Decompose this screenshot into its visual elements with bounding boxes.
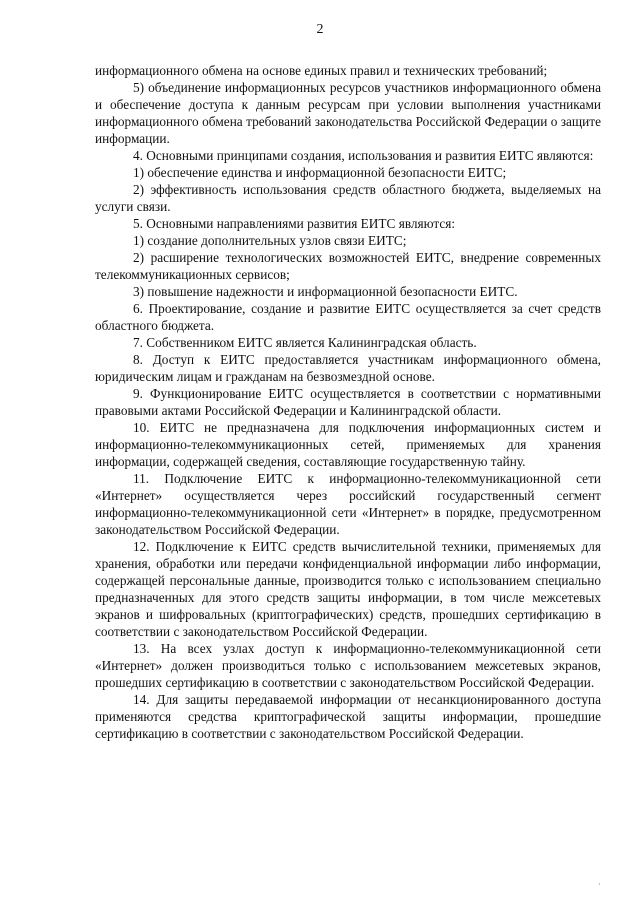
paragraph: 5. Основными направлениями развития ЕИТС являются:: [133, 216, 456, 231]
paragraph: 10. ЕИТС не предназначена для подключения информационных систем и информационно-телекоммуникационных сетей, применяемых для хранения информации, содержащей сведения, составляющие государственную тайну.: [95, 420, 601, 469]
paragraph: информационного обмена на основе единых правил и технических требований;: [95, 63, 548, 78]
document-body: [95, 62, 601, 742]
paragraph: 13. На всех узлах доступ к информационно-телекоммуникационной сети «Интернет» должен производиться только с использованием межсетевых экранов, прошедших сертификацию в соответствии с законодательством Российской Федерации.: [95, 641, 601, 690]
paragraph: 12. Подключение к ЕИТС средств вычислительной техники, применяемых для хранения, обработки или передачи конфиденциальной информации либо информации, содержащей персональные данные, производится только с использованием специально предназначенных для этого средств защиты информации, в том числе межсетевых экранов и шифровальных (криптографических) средств, прошедших сертификацию в соответствии с законодательством Российской Федерации.: [95, 539, 601, 639]
paragraph: 3) повышение надежности и информационной безопасности ЕИТС.: [133, 284, 518, 299]
paragraph: 1) создание дополнительных узлов связи ЕИТС;: [133, 233, 407, 248]
corner-mark: ·: [598, 880, 601, 889]
paragraph: 5) объединение информационных ресурсов участников информационного обмена и обеспечение доступа к данным ресурсам при условии выполнения участниками информационного обмена требований законодательства Российской Федерации о защите информации.: [95, 80, 601, 146]
paragraph: 8. Доступ к ЕИТС предоставляется участникам информационного обмена, юридическим лицам и гражданам на безвозмездной основе.: [95, 352, 601, 384]
paragraph: 9. Функционирование ЕИТС осуществляется в соответствии с нормативными правовыми актами Российской Федерации и Калининградской области.: [95, 386, 601, 418]
page-number: 2: [316, 22, 324, 37]
paragraph: 2) расширение технологических возможностей ЕИТС, внедрение современных телекоммуникационных сервисов;: [95, 250, 601, 282]
paragraph: 2) эффективность использования средств областного бюджета, выделяемых на услуги связи.: [95, 182, 601, 214]
paragraph: 7. Собственником ЕИТС является Калининградская область.: [133, 335, 477, 350]
paragraph: 1) обеспечение единства и информационной безопасности ЕИТС;: [133, 165, 507, 180]
paragraph: 4. Основными принципами создания, использования и развития ЕИТС являются:: [133, 148, 594, 163]
paragraph: 6. Проектирование, создание и развитие ЕИТС осуществляется за счет средств областного бюджета.: [95, 301, 601, 333]
paragraph: 11. Подключение ЕИТС к информационно-телекоммуникационной сети «Интернет» осуществляется через российский государственный сегмент информационно-телекоммуникационной сети «Интернет» в порядке, предусмотренном законодательством Российской Федерации.: [95, 471, 601, 537]
paragraph: 14. Для защиты передаваемой информации от несанкционированного доступа применяются средства криптографической защиты информации, прошедшие сертификацию в соответствии с законодательством Российской Федерации.: [95, 692, 601, 741]
